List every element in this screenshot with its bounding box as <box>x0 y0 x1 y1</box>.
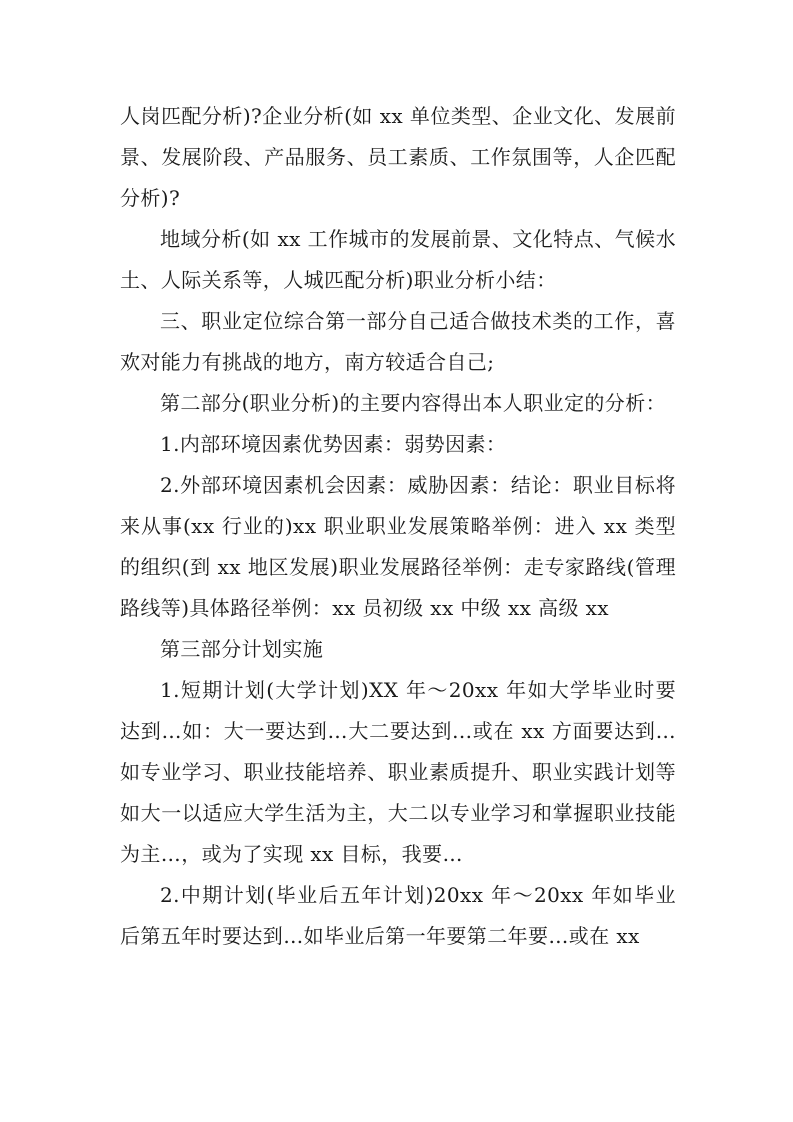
paragraph-career-positioning: 三、职业定位综合第一部分自己适合做技术类的工作，喜欢对能力有挑战的地方，南方较适合自己; <box>120 309 676 374</box>
paragraph-mid-term-plan: 2.中期计划(毕业后五年计划)20xx 年～20xx 年如毕业后第五年时要达到…如毕业后第一年要第二年要…或在 xx <box>120 883 676 948</box>
document-body <box>120 96 676 957</box>
section-heading-part-three: 第三部分计划实施 <box>160 637 324 661</box>
paragraph-short-term-plan: 1.短期计划(大学计划)XX 年～20xx 年如大学毕业时要达到…如：大一要达到…大二要达到...或在 xx 方面要达到…如专业学习、职业技能培养、职业素质提升、职业实践计划等如大一以适应大学生活为主，大二以专业学习和掌握职业技能为主…，或为了实现 xx 目标，我要… <box>120 678 676 866</box>
paragraph-external-factors: 2.外部环境因素机会因素：威胁因素：结论：职业目标将来从事(xx 行业的)xx 职业职业发展策略举例：进入 xx 类型的组织(到 xx 地区发展)职业发展路径举例：走专家路线(管理路线等)具体路径举例：xx 员初级 xx 中级 xx 高级 xx <box>120 473 676 620</box>
paragraph-part-two-summary: 第二部分(职业分析)的主要内容得出本人职业定的分析： <box>160 391 667 415</box>
paragraph-regional-analysis: 地域分析(如 xx 工作城市的发展前景、文化特点、气候水土、人际关系等，人城匹配分析)职业分析小结： <box>120 227 676 292</box>
paragraph-internal-factors: 1.内部环境因素优势因素：弱势因素： <box>160 432 507 456</box>
paragraph-continuation: 人岗匹配分析)?企业分析(如 xx 单位类型、企业文化、发展前景、发展阶段、产品服务、员工素质、工作氛围等，人企匹配分析)? <box>120 104 676 210</box>
